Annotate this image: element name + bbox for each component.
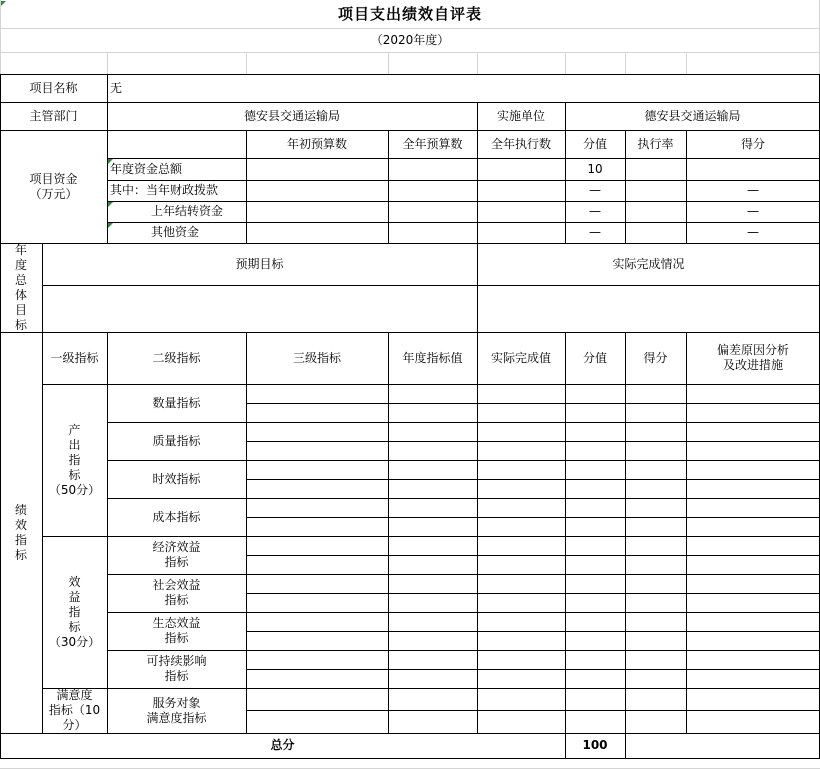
project-name-label: 项目名称 [29, 80, 78, 95]
total-value: 100 [582, 738, 608, 752]
cell-marker-icon [108, 223, 113, 228]
indicator-header: 三级指标 [292, 350, 341, 365]
funds-header: 全年执行数 [490, 136, 551, 151]
indicator-header: 年度指标值 [402, 350, 463, 365]
indicator-header: 偏差原因分析 及改进措施 [716, 343, 789, 372]
output-indicator-label: 产 出 指 标 （50分） [48, 422, 101, 497]
funds-header: 全年预算数 [402, 136, 463, 151]
impl-unit-value: 德安县交通运输局 [644, 108, 741, 123]
benefit-sub-indicator: 生态效益 指标 [152, 616, 201, 645]
table-border-h [246, 593, 820, 594]
output-sub-indicator: 成本指标 [152, 509, 201, 524]
indicator-header: 一级指标 [50, 350, 99, 365]
grid-line [625, 52, 626, 74]
funds-score-value: — [589, 204, 601, 218]
benefit-sub-indicator: 社会效益 指标 [152, 578, 201, 607]
satisfaction-indicator-label: 满意度 指标（10 分） [48, 688, 101, 732]
table-border-v [625, 332, 626, 734]
table-border-v [477, 332, 478, 734]
benefit-indicator-label: 效 益 指 标 （30分） [48, 574, 101, 649]
funds-label: 项目资金 （万元） [29, 171, 78, 201]
table-border-h [246, 517, 820, 518]
grid-line [565, 52, 566, 74]
actual-completion-header: 实际完成情况 [612, 256, 685, 271]
indicator-header: 得分 [643, 350, 668, 365]
funds-header: 执行率 [637, 136, 674, 151]
expected-goal-header: 预期目标 [235, 256, 284, 271]
grid-line [477, 52, 478, 74]
cell-marker-icon [108, 159, 113, 164]
table-border-h [246, 631, 820, 632]
project-name-value: 无 [110, 80, 123, 95]
funds-row-label: 上年结转资金 [151, 204, 224, 218]
grid-line [246, 52, 247, 74]
table-border-h [42, 285, 820, 286]
output-sub-indicator: 质量指标 [152, 433, 201, 448]
grid-line [0, 52, 820, 53]
dept-label: 主管部门 [29, 108, 78, 123]
benefit-sub-indicator: 经济效益 指标 [152, 540, 201, 569]
indicator-header: 分值 [582, 350, 607, 365]
total-label: 总分 [270, 738, 295, 752]
funds-score-value: — [589, 183, 601, 197]
grid-line [107, 52, 108, 74]
funds-row-label: 其中：当年财政拨款 [110, 183, 219, 197]
table-border-h [246, 479, 820, 480]
report-year: （2020年度） [370, 32, 450, 47]
indicator-header: 二级指标 [152, 350, 201, 365]
funds-row-label: 其他资金 [151, 225, 200, 239]
grid-line [686, 52, 687, 74]
dept-value: 德安县交通运输局 [243, 108, 340, 123]
page-title: 项目支出绩效自评表 [337, 4, 482, 23]
table-border-v [625, 733, 626, 759]
funds-score-value: 10 [587, 161, 603, 176]
funds-header: 年初预算数 [286, 136, 347, 151]
table-border-h [246, 710, 820, 711]
indicators-label: 绩 效 指 标 [14, 502, 27, 562]
grid-line [388, 52, 389, 74]
benefit-sub-indicator: 可持续影响 指标 [146, 654, 207, 683]
funds-header: 分值 [582, 136, 607, 151]
impl-unit-label: 实施单位 [496, 108, 545, 123]
indicator-header: 实际完成值 [490, 350, 551, 365]
table-border-h [246, 669, 820, 670]
satisfaction-sub-indicator: 服务对象 满意度指标 [146, 695, 207, 725]
output-sub-indicator: 时效指标 [152, 471, 201, 486]
funds-score: — [747, 225, 759, 239]
table-border-h [246, 555, 820, 556]
table-border-h [246, 441, 820, 442]
funds-score: — [747, 204, 759, 218]
funds-score-value: — [589, 225, 601, 239]
cell-marker-icon [1, 1, 6, 6]
table-border-v [388, 332, 389, 734]
table-border-h [0, 758, 820, 759]
table-border-v [246, 332, 247, 734]
funds-header: 得分 [740, 136, 765, 151]
table-border-v [565, 332, 566, 734]
annual-goal-label: 年 度 总 体 目 标 [14, 242, 27, 332]
funds-score: — [747, 183, 759, 197]
funds-row-label: 年度资金总额 [110, 161, 183, 176]
cell-marker-icon [108, 202, 113, 207]
table-border-v [686, 332, 687, 734]
table-border-h [246, 403, 820, 404]
output-sub-indicator: 数量指标 [152, 395, 201, 410]
